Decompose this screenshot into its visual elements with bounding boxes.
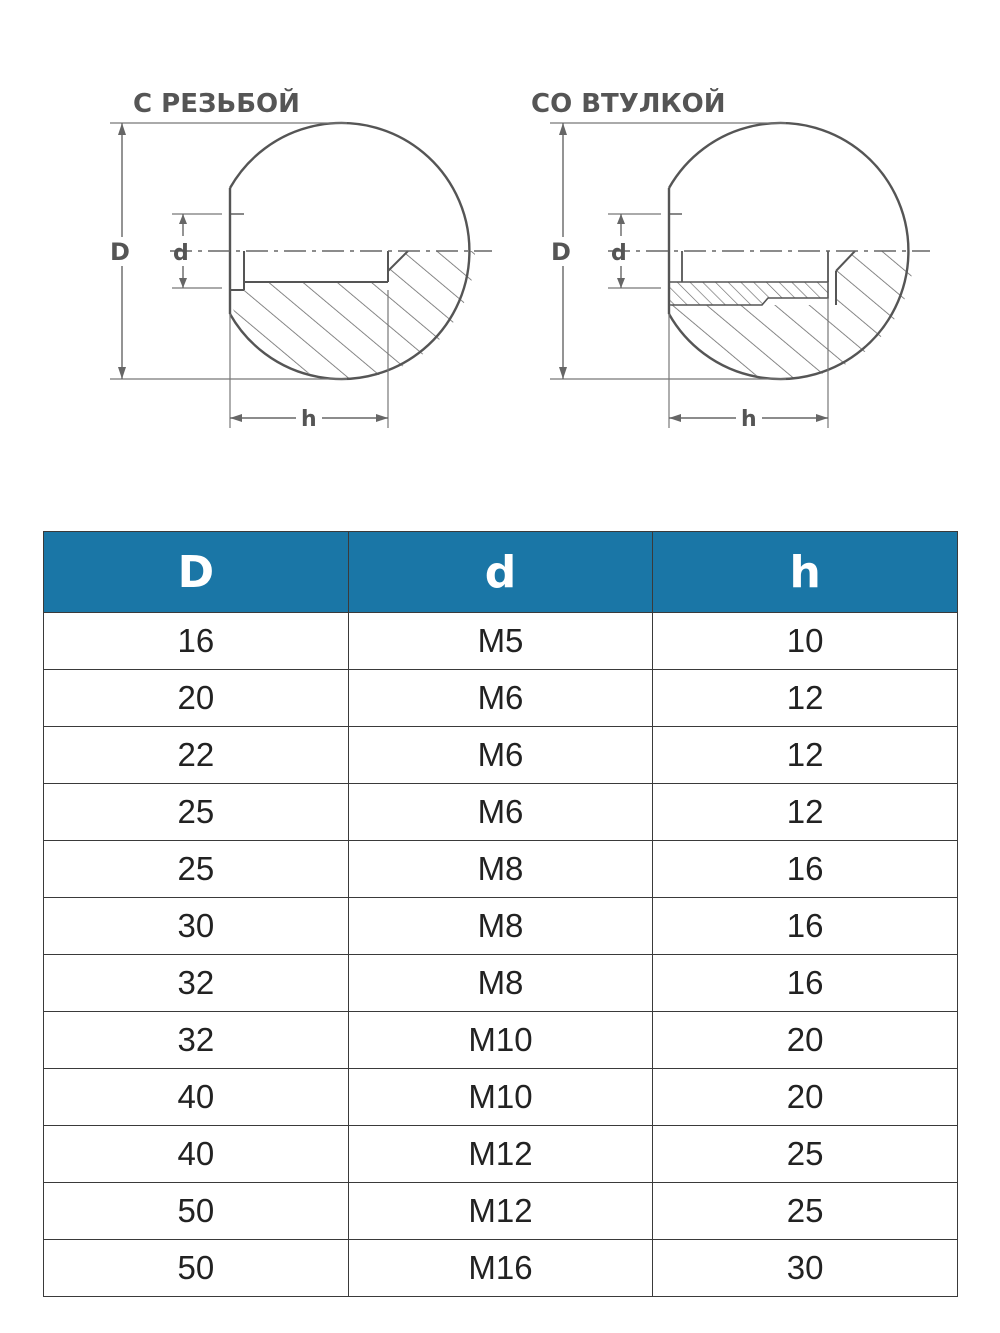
cell-D: 25 [44, 784, 349, 841]
cell-h: 16 [653, 841, 958, 898]
cell-D: 40 [44, 1069, 349, 1126]
cell-d: M8 [348, 841, 653, 898]
table-row [44, 613, 958, 670]
dimensions-table [43, 531, 958, 1297]
cell-d: M10 [348, 1069, 653, 1126]
cell-h: 12 [653, 727, 958, 784]
cell-D: 16 [44, 613, 349, 670]
cell-h: 10 [653, 613, 958, 670]
table-row [44, 1069, 958, 1126]
cell-h: 25 [653, 1183, 958, 1240]
header-D: D [44, 532, 349, 613]
cell-h: 12 [653, 784, 958, 841]
bushing-dim-D: D [551, 238, 571, 266]
cell-D: 32 [44, 1012, 349, 1069]
bushing-section-hatch [669, 251, 920, 390]
cell-d: M8 [348, 898, 653, 955]
cell-d: M5 [348, 613, 653, 670]
bushing-knob-drawing [531, 87, 930, 432]
cell-d: M6 [348, 727, 653, 784]
cell-D: 50 [44, 1240, 349, 1297]
cell-d: M16 [348, 1240, 653, 1297]
table-row [44, 898, 958, 955]
bushing-dim-d: d [611, 241, 627, 266]
cell-D: 50 [44, 1183, 349, 1240]
threaded-title: С РЕЗЬБОЙ [133, 89, 300, 119]
threaded-section-hatch [230, 251, 480, 390]
cell-D: 32 [44, 955, 349, 1012]
cell-D: 30 [44, 898, 349, 955]
cell-h: 25 [653, 1126, 958, 1183]
technical-drawings [0, 0, 1000, 470]
cell-d: M6 [348, 784, 653, 841]
cell-h: 20 [653, 1012, 958, 1069]
table-row [44, 1126, 958, 1183]
table-header-row [44, 532, 958, 613]
cell-h: 16 [653, 955, 958, 1012]
cell-h: 16 [653, 898, 958, 955]
threaded-dim-d: d [173, 241, 189, 266]
table-row [44, 955, 958, 1012]
cell-d: M6 [348, 670, 653, 727]
cell-h: 12 [653, 670, 958, 727]
table-row [44, 670, 958, 727]
threaded-dim-D: D [110, 238, 130, 266]
table-row [44, 1183, 958, 1240]
header-h: h [653, 532, 958, 613]
bushing-dim-h: h [741, 407, 757, 432]
cell-d: M12 [348, 1183, 653, 1240]
cell-d: M8 [348, 955, 653, 1012]
table-row [44, 784, 958, 841]
bushing-title: СО ВТУЛКОЙ [531, 89, 726, 119]
cell-d: M12 [348, 1126, 653, 1183]
cell-D: 40 [44, 1126, 349, 1183]
cell-D: 22 [44, 727, 349, 784]
cell-h: 30 [653, 1240, 958, 1297]
cell-d: M10 [348, 1012, 653, 1069]
cell-h: 20 [653, 1069, 958, 1126]
table-row [44, 1240, 958, 1297]
header-d: d [348, 532, 653, 613]
table-row [44, 841, 958, 898]
table-row [44, 727, 958, 784]
table-row [44, 1012, 958, 1069]
cell-D: 25 [44, 841, 349, 898]
cell-D: 20 [44, 670, 349, 727]
threaded-dim-h: h [301, 407, 317, 432]
threaded-knob-drawing [110, 87, 492, 432]
